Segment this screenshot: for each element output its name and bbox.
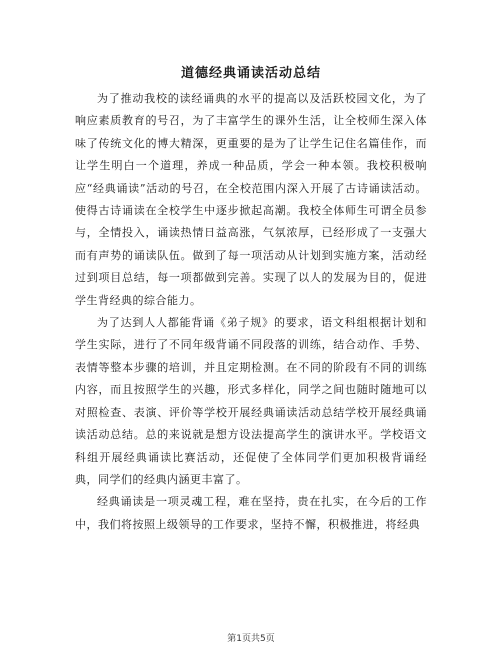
paragraph-3: 经典诵读是一项灵魂工程，难在坚持，贵在扎实，在今后的工作中，我们将按照上级领导的工作要求，坚持不懈，积极推进，将经典 [75,495,427,531]
paragraph-2: 为了达到人人都能背诵《弟子规》的要求，语文科组根据计划和学生实际，进行了不同年级背诵不同段落的训练，结合动作、手势、表情等整本步骤的培训，并且定期检测。在不同的阶段有不同的训练内容，而且按照学生的兴趣，形式多样化，同学之间也随时随地可以对照检查、表演、评价等学校开展经典诵读活动总结学校开展经典诵读活动总结。总的来说就是想方设法提高学生的演讲水平。学校语文科组开展经典诵读比赛活动，还促使了全体同学们更加积极背诵经典，同学们的经典内涵更丰富了。 [75,316,427,486]
page-number-footer: 第1页共5页 [227,634,275,644]
document-body [75,88,427,536]
page-title: 道德经典诵读活动总结 [180,66,321,81]
paragraph-1: 为了推动我校的读经诵典的水平的提高以及活跃校园文化，为了响应素质教育的号召，为了丰富学生的课外生活，让全校师生深入体味了传统文化的博大精深，更重要的是为了让学生记住名篇佳作，而让学生明白一个道理，养成一种品质，学会一种本领。我校积极响应“经典诵读”活动的号召，在全校范围内深入开展了古诗诵读活动。使得古诗诵读在全校学生中逐步掀起高潮。我校全体师生可谓全员参与，全情投入，诵读热情日益高涨，气氛浓厚，已经形成了一支强大而有声势的诵读队伍。做到了每一项活动从计划到实施方案，活动经过到项目总结，每一项都做到完善。实现了以人的发展为目的，促进学生背经典的综合能力。 [75,92,427,307]
